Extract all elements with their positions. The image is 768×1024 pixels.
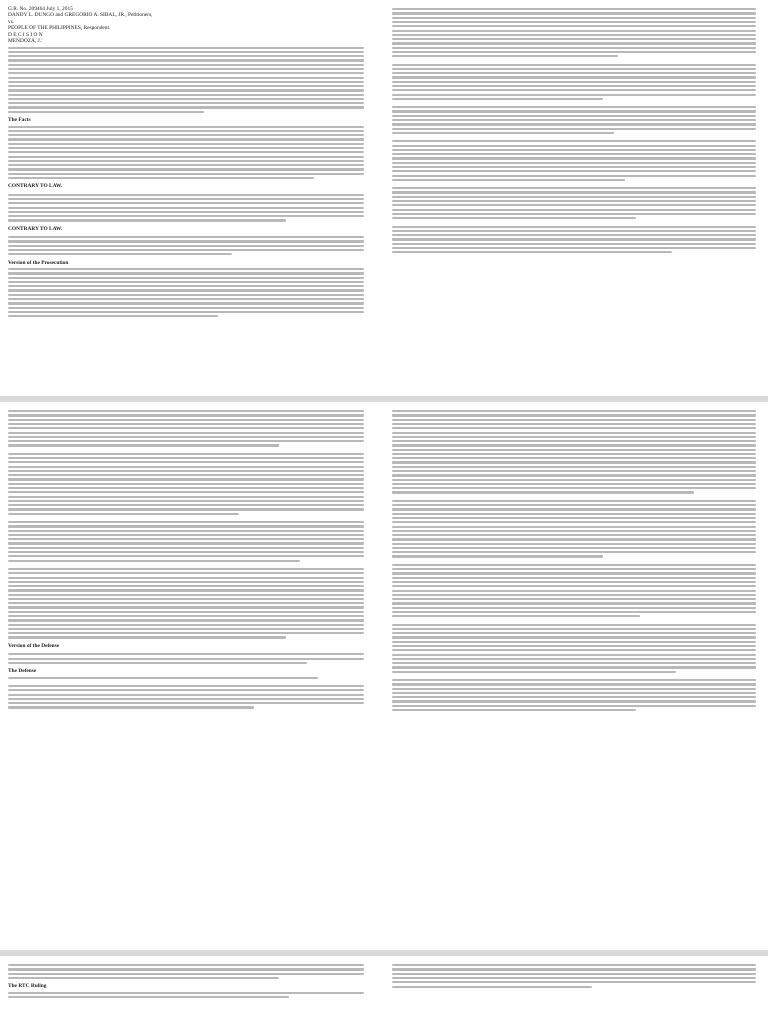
text-line-placeholder [8, 470, 364, 472]
text-line-placeholder [8, 594, 364, 596]
text-line-placeholder [8, 653, 364, 655]
text-line-placeholder [392, 534, 756, 536]
text-line-placeholder [392, 64, 756, 66]
text-line-placeholder [8, 89, 364, 91]
text-line-placeholder [392, 585, 756, 587]
text-line-placeholder [392, 572, 756, 574]
paragraph-gap [392, 496, 756, 498]
text-line-placeholder [8, 658, 364, 660]
text-line-placeholder [8, 491, 364, 493]
text-line-placeholder [8, 126, 364, 128]
text-line-placeholder [8, 513, 239, 515]
text-line-placeholder [392, 85, 756, 87]
text-line-placeholder [8, 236, 364, 238]
text-line-placeholder [392, 986, 592, 988]
text-line-placeholder [8, 530, 364, 532]
text-line-placeholder [392, 688, 756, 690]
text-line-placeholder [392, 72, 756, 74]
text-line-placeholder [392, 705, 756, 707]
text-line-placeholder [8, 77, 364, 79]
text-line-placeholder [8, 496, 364, 498]
text-line-placeholder [392, 123, 756, 125]
text-line-placeholder [392, 594, 756, 596]
case-header-line: vs. [8, 18, 15, 25]
text-line-placeholder [392, 179, 625, 181]
text-line-placeholder [392, 89, 756, 91]
text-line-placeholder [8, 504, 364, 506]
text-line-placeholder [392, 700, 756, 702]
section-heading: The RTC Ruling [8, 983, 47, 990]
text-line-placeholder [392, 68, 756, 70]
text-line-placeholder [8, 977, 279, 979]
text-line-placeholder [8, 547, 364, 549]
text-line-placeholder [392, 157, 756, 159]
page-3-left-column [8, 956, 364, 1024]
text-line-placeholder [392, 457, 756, 459]
text-line-placeholder [8, 572, 364, 574]
text-line-placeholder [8, 698, 364, 700]
text-line-placeholder [8, 598, 364, 600]
text-line-placeholder [392, 42, 756, 44]
text-line-placeholder [392, 602, 756, 604]
text-line-placeholder [392, 55, 618, 57]
text-line-placeholder [8, 215, 364, 217]
text-line-placeholder [8, 55, 364, 57]
text-line-placeholder [392, 543, 756, 545]
text-line-placeholder [392, 679, 756, 681]
text-line-placeholder [8, 615, 364, 617]
text-line-placeholder [392, 419, 756, 421]
text-line-placeholder [8, 474, 364, 476]
text-line-placeholder [392, 17, 756, 19]
text-line-placeholder [8, 410, 364, 412]
text-line-placeholder [8, 102, 364, 104]
text-line-placeholder [392, 508, 756, 510]
text-line-placeholder [392, 654, 756, 656]
case-header-line: G.R. No. 209464 July 1, 2015 [8, 6, 73, 12]
text-line-placeholder [8, 194, 364, 196]
document-page-1 [0, 0, 768, 396]
text-line-placeholder [392, 479, 756, 481]
text-line-placeholder [8, 585, 364, 587]
page-3-right-column [392, 956, 756, 1024]
paragraph-gap [392, 990, 756, 992]
text-line-placeholder [392, 538, 756, 540]
text-line-placeholder [8, 632, 364, 634]
text-line-placeholder [8, 219, 286, 221]
text-line-placeholder [392, 209, 756, 211]
text-line-placeholder [8, 72, 364, 74]
text-line-placeholder [392, 38, 756, 40]
text-line-placeholder [8, 555, 364, 557]
text-line-placeholder [8, 444, 279, 446]
text-line-placeholder [392, 590, 756, 592]
text-line-placeholder [392, 51, 756, 53]
text-line-placeholder [392, 191, 756, 193]
text-line-placeholder [392, 466, 756, 468]
text-line-placeholder [8, 964, 364, 966]
text-line-placeholder [8, 457, 364, 459]
paragraph-gap [392, 620, 756, 622]
text-line-placeholder [392, 696, 756, 698]
text-line-placeholder [8, 98, 364, 100]
text-line-placeholder [392, 474, 756, 476]
text-line-placeholder [392, 555, 603, 557]
text-line-placeholder [392, 170, 756, 172]
text-line-placeholder [392, 213, 756, 215]
text-line-placeholder [8, 694, 364, 696]
text-line-placeholder [392, 47, 756, 49]
text-line-placeholder [392, 204, 756, 206]
text-line-placeholder [392, 632, 756, 634]
text-line-placeholder [8, 315, 218, 317]
text-line-placeholder [8, 202, 364, 204]
text-line-placeholder [392, 230, 756, 232]
text-line-placeholder [392, 132, 614, 134]
section-heading: Version of the Prosecution [8, 259, 69, 266]
text-line-placeholder [8, 130, 364, 132]
text-line-placeholder [392, 453, 756, 455]
text-line-placeholder [8, 298, 364, 300]
text-line-placeholder [8, 453, 364, 455]
text-line-placeholder [8, 177, 314, 179]
text-line-placeholder [392, 709, 636, 711]
text-line-placeholder [392, 615, 640, 617]
text-line-placeholder [392, 119, 756, 121]
text-line-placeholder [392, 145, 756, 147]
text-line-placeholder [8, 414, 364, 416]
text-line-placeholder [8, 508, 364, 510]
text-line-placeholder [392, 521, 756, 523]
text-line-placeholder [8, 423, 364, 425]
section-heading: The Defense [8, 668, 37, 675]
text-line-placeholder [8, 147, 364, 149]
text-line-placeholder [8, 68, 364, 70]
text-line-placeholder [8, 968, 364, 970]
text-line-placeholder [392, 34, 756, 36]
text-line-placeholder [392, 568, 756, 570]
text-line-placeholder [392, 251, 672, 253]
case-header-line: DANDY L. DUNGO and GREGORIO A. SIBAL, JR., Petitioners, [8, 12, 153, 19]
text-line-placeholder [392, 247, 756, 249]
text-line-placeholder [8, 240, 364, 242]
text-line-placeholder [392, 98, 603, 100]
text-line-placeholder [392, 964, 756, 966]
text-line-placeholder [392, 115, 756, 117]
text-line-placeholder [8, 245, 364, 247]
text-line-placeholder [392, 243, 756, 245]
text-line-placeholder [392, 692, 756, 694]
text-line-placeholder [8, 59, 364, 61]
document-page-2 [0, 402, 768, 950]
text-line-placeholder [8, 577, 364, 579]
paragraph-gap [392, 255, 756, 257]
text-line-placeholder [8, 207, 364, 209]
text-line-placeholder [8, 253, 232, 255]
text-line-placeholder [392, 25, 756, 27]
text-line-placeholder [392, 564, 756, 566]
text-line-placeholder [8, 619, 364, 621]
text-line-placeholder [392, 598, 756, 600]
text-line-placeholder [392, 427, 756, 429]
text-line-placeholder [392, 611, 756, 613]
text-line-placeholder [8, 534, 364, 536]
text-line-placeholder [392, 76, 756, 78]
text-line-placeholder [392, 436, 756, 438]
text-line-placeholder [392, 140, 756, 142]
text-line-placeholder [8, 525, 364, 527]
text-line-placeholder [392, 504, 756, 506]
text-line-placeholder [8, 589, 364, 591]
text-line-placeholder [8, 466, 364, 468]
text-line-placeholder [8, 478, 364, 480]
text-line-placeholder [8, 427, 364, 429]
page-2-left-column [8, 402, 364, 950]
text-line-placeholder [8, 302, 364, 304]
text-line-placeholder [392, 666, 756, 668]
text-line-placeholder [8, 211, 364, 213]
text-line-placeholder [8, 581, 364, 583]
text-line-placeholder [8, 628, 364, 630]
text-line-placeholder [392, 526, 756, 528]
text-line-placeholder [8, 487, 364, 489]
text-line-placeholder [392, 461, 756, 463]
text-line-placeholder [392, 981, 756, 983]
text-line-placeholder [392, 449, 756, 451]
text-line-placeholder [392, 530, 756, 532]
text-line-placeholder [8, 289, 364, 291]
text-line-placeholder [392, 517, 756, 519]
text-line-placeholder [392, 432, 756, 434]
text-line-placeholder [8, 311, 364, 313]
text-line-placeholder [8, 611, 364, 613]
text-line-placeholder [8, 285, 364, 287]
text-line-placeholder [392, 444, 756, 446]
text-line-placeholder [392, 162, 756, 164]
text-line-placeholder [8, 281, 364, 283]
text-line-placeholder [8, 521, 364, 523]
text-line-placeholder [8, 992, 364, 994]
text-line-placeholder [392, 547, 756, 549]
text-line-placeholder [392, 175, 756, 177]
text-line-placeholder [8, 624, 364, 626]
text-line-placeholder [392, 423, 756, 425]
text-line-placeholder [8, 542, 364, 544]
text-line-placeholder [8, 440, 364, 442]
paragraph-gap [8, 319, 364, 321]
case-header-line: PEOPLE OF THE PHILIPPINES, Respondent. [8, 25, 111, 32]
text-line-placeholder [392, 8, 756, 10]
paragraph-gap [8, 517, 364, 519]
text-line-placeholder [392, 470, 756, 472]
text-line-placeholder [8, 996, 289, 998]
text-line-placeholder [392, 641, 756, 643]
text-line-placeholder [8, 706, 254, 708]
paragraph-gap [392, 183, 756, 185]
text-line-placeholder [392, 21, 756, 23]
text-line-placeholder [8, 636, 286, 638]
text-line-placeholder [392, 649, 756, 651]
text-line-placeholder [392, 491, 694, 493]
text-line-placeholder [392, 977, 756, 979]
paragraph-gap [392, 102, 756, 104]
text-line-placeholder [8, 156, 364, 158]
text-line-placeholder [392, 94, 756, 96]
paragraph-gap [8, 232, 364, 234]
text-line-placeholder [8, 419, 364, 421]
paragraph-gap [392, 675, 756, 677]
text-line-placeholder [8, 551, 364, 553]
document-page-3 [0, 956, 768, 1024]
text-line-placeholder [392, 200, 756, 202]
text-line-placeholder [392, 551, 756, 553]
text-line-placeholder [8, 138, 364, 140]
text-line-placeholder [8, 198, 364, 200]
text-line-placeholder [8, 106, 364, 108]
text-line-placeholder [392, 968, 756, 970]
text-line-placeholder [8, 662, 307, 664]
section-heading: CONTRARY TO LAW. [8, 225, 63, 232]
paragraph-gap [8, 711, 364, 713]
text-line-placeholder [392, 217, 636, 219]
text-line-placeholder [392, 440, 756, 442]
page-2-right-column [392, 402, 756, 950]
text-line-placeholder [8, 461, 364, 463]
text-line-placeholder [392, 238, 756, 240]
text-line-placeholder [392, 645, 756, 647]
text-line-placeholder [392, 410, 756, 412]
text-line-placeholder [8, 483, 364, 485]
text-line-placeholder [392, 414, 756, 416]
text-line-placeholder [392, 234, 756, 236]
paragraph-gap [8, 449, 364, 451]
text-line-placeholder [392, 636, 756, 638]
paragraph-gap [392, 59, 756, 61]
text-line-placeholder [8, 272, 364, 274]
section-heading: The Facts [8, 117, 31, 124]
text-line-placeholder [392, 483, 756, 485]
text-line-placeholder [8, 81, 364, 83]
paragraph-gap [392, 136, 756, 138]
text-line-placeholder [392, 30, 756, 32]
text-line-placeholder [392, 128, 756, 130]
text-line-placeholder [8, 436, 364, 438]
text-line-placeholder [392, 513, 756, 515]
paragraph-gap [8, 649, 364, 651]
text-line-placeholder [392, 166, 756, 168]
text-line-placeholder [8, 134, 364, 136]
text-line-placeholder [392, 106, 756, 108]
text-line-placeholder [8, 277, 364, 279]
text-line-placeholder [392, 662, 756, 664]
paragraph-gap [8, 564, 364, 566]
text-line-placeholder [8, 685, 364, 687]
text-line-placeholder [392, 973, 756, 975]
text-line-placeholder [392, 187, 756, 189]
text-line-placeholder [8, 602, 364, 604]
text-line-placeholder [392, 487, 756, 489]
text-line-placeholder [392, 607, 756, 609]
paragraph-gap [392, 560, 756, 562]
text-line-placeholder [392, 500, 756, 502]
text-line-placeholder [8, 164, 364, 166]
text-line-placeholder [8, 689, 364, 691]
text-line-placeholder [8, 51, 364, 53]
text-line-placeholder [8, 307, 364, 309]
text-line-placeholder [392, 12, 756, 14]
text-line-placeholder [8, 151, 364, 153]
text-line-placeholder [8, 160, 364, 162]
text-line-placeholder [8, 500, 364, 502]
text-line-placeholder [8, 702, 364, 704]
text-line-placeholder [8, 168, 364, 170]
text-line-placeholder [8, 538, 364, 540]
text-line-placeholder [392, 658, 756, 660]
text-line-placeholder [392, 577, 756, 579]
text-line-placeholder [392, 149, 756, 151]
text-line-placeholder [392, 624, 756, 626]
text-line-placeholder [8, 432, 364, 434]
case-header-line: MENDOZA, J.: [8, 38, 43, 45]
text-line-placeholder [392, 196, 756, 198]
text-line-placeholder [8, 973, 364, 975]
text-line-placeholder [8, 94, 364, 96]
text-line-placeholder [392, 628, 756, 630]
paragraph-gap [8, 190, 364, 192]
text-line-placeholder [8, 64, 364, 66]
text-line-placeholder [8, 568, 364, 570]
text-line-placeholder [8, 111, 204, 113]
text-line-placeholder [8, 606, 364, 608]
text-line-placeholder [392, 683, 756, 685]
text-line-placeholder [8, 677, 318, 679]
case-header-line: D E C I S I O N [8, 31, 43, 38]
text-line-placeholder [8, 294, 364, 296]
text-line-placeholder [8, 560, 300, 562]
text-line-placeholder [392, 153, 756, 155]
section-heading: CONTRARY TO LAW. [8, 183, 63, 190]
page-1-left-column [8, 0, 364, 396]
paragraph-gap [392, 221, 756, 223]
paragraph-gap [392, 713, 756, 715]
page-1-right-column [392, 0, 756, 396]
text-line-placeholder [8, 47, 364, 49]
text-line-placeholder [392, 226, 756, 228]
section-heading: Version of the Defense [8, 642, 60, 649]
text-line-placeholder [392, 110, 756, 112]
text-line-placeholder [8, 268, 364, 270]
text-line-placeholder [8, 85, 364, 87]
text-line-placeholder [392, 581, 756, 583]
text-line-placeholder [392, 81, 756, 83]
text-line-placeholder [8, 143, 364, 145]
paragraph-gap [8, 1000, 364, 1002]
paragraph-gap [8, 681, 364, 683]
text-line-placeholder [8, 249, 364, 251]
text-line-placeholder [392, 671, 676, 673]
text-line-placeholder [8, 173, 364, 175]
